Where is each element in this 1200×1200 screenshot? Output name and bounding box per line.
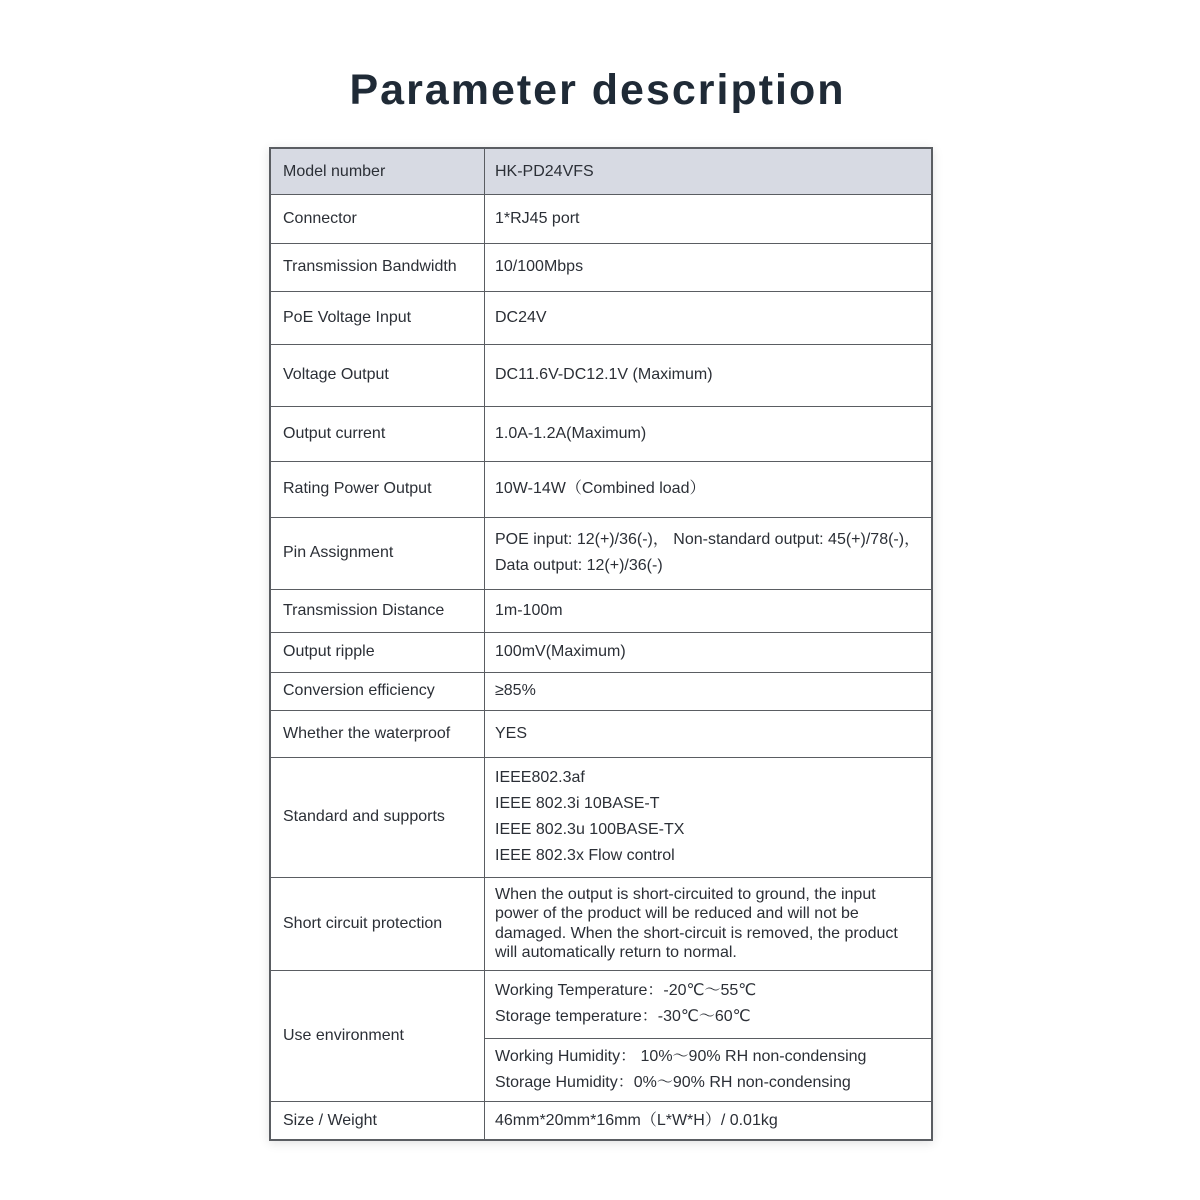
param-value: 10/100Mbps: [485, 243, 933, 291]
parameter-table: [269, 147, 933, 1141]
param-value-line: IEEE 802.3i 10BASE-T: [495, 795, 660, 812]
param-label: Use environment: [270, 970, 485, 1101]
param-value-line: When the output is short-circuited to ground, the input: [495, 886, 876, 904]
param-label: Rating Power Output: [270, 461, 485, 517]
table-row: [270, 406, 932, 461]
param-value: YES: [485, 710, 933, 757]
param-value: 1.0A-1.2A(Maximum): [485, 406, 933, 461]
table-row: [270, 589, 932, 632]
param-value-line: Working Temperature：-20℃～55℃: [495, 982, 757, 999]
param-value: [485, 877, 933, 970]
param-value-line: IEEE802.3af: [495, 769, 585, 786]
table-row: [270, 632, 932, 672]
param-label: Model number: [270, 148, 485, 194]
table-row: [270, 1101, 932, 1140]
param-value-line: power of the product will be reduced and will not be: [495, 905, 859, 923]
param-value-line: Data output: 12(+)/36(-): [495, 557, 663, 574]
table-row: [270, 344, 932, 406]
param-value-line: Working Humidity： 10%～90% RH non-condensing: [495, 1047, 867, 1065]
param-value: [485, 517, 933, 589]
param-label: Transmission Bandwidth: [270, 243, 485, 291]
param-value-humidity: [485, 1038, 933, 1101]
param-value-line: POE input: 12(+)/36(-)， Non-standard output: 45(+)/78(-)，: [495, 531, 921, 548]
param-value-temperature: [485, 970, 933, 1038]
table-row: [270, 672, 932, 710]
param-value: ≥85%: [485, 672, 933, 710]
param-label: Connector: [270, 194, 485, 243]
param-label: Transmission Distance: [270, 589, 485, 632]
param-value-line: IEEE 802.3u 100BASE-TX: [495, 821, 685, 838]
param-value: [485, 757, 933, 877]
param-label: Output ripple: [270, 632, 485, 672]
param-value: DC11.6V-DC12.1V (Maximum): [485, 344, 933, 406]
param-value: 1*RJ45 port: [485, 194, 933, 243]
param-label: Voltage Output: [270, 344, 485, 406]
param-value: 46mm*20mm*16mm（L*W*H）/ 0.01kg: [485, 1101, 933, 1140]
param-label: Pin Assignment: [270, 517, 485, 589]
param-label: Output current: [270, 406, 485, 461]
param-label: Whether the waterproof: [270, 710, 485, 757]
param-value-line: will automatically return to normal.: [495, 943, 737, 961]
param-label: Conversion efficiency: [270, 672, 485, 710]
param-label: PoE Voltage Input: [270, 291, 485, 344]
param-value: 1m-100m: [485, 589, 933, 632]
param-label: Standard and supports: [270, 757, 485, 877]
table-row: [270, 710, 932, 757]
table-row: [270, 194, 932, 243]
param-value-line: IEEE 802.3x Flow control: [495, 847, 675, 864]
param-value: DC24V: [485, 291, 933, 344]
param-label: Size / Weight: [270, 1101, 485, 1140]
page-title: Parameter description: [349, 66, 846, 114]
param-value-line: damaged. When the short-circuit is removed, the product: [495, 924, 898, 942]
table-row: [270, 877, 932, 970]
table-row: [270, 148, 932, 194]
param-value-line: Storage Humidity：0%～90% RH non-condensing: [495, 1073, 851, 1091]
table-row: [270, 291, 932, 344]
param-value: 10W-14W（Combined load）: [485, 461, 933, 517]
param-value: 100mV(Maximum): [485, 632, 933, 672]
param-value: HK-PD24VFS: [485, 148, 933, 194]
table-row: [270, 461, 932, 517]
param-value-line: Storage temperature：-30℃～60℃: [495, 1008, 751, 1025]
table-row: [270, 757, 932, 877]
param-label: Short circuit protection: [270, 877, 485, 970]
table-row: [270, 243, 932, 291]
table-row: [270, 970, 932, 1038]
table-row: [270, 517, 932, 589]
